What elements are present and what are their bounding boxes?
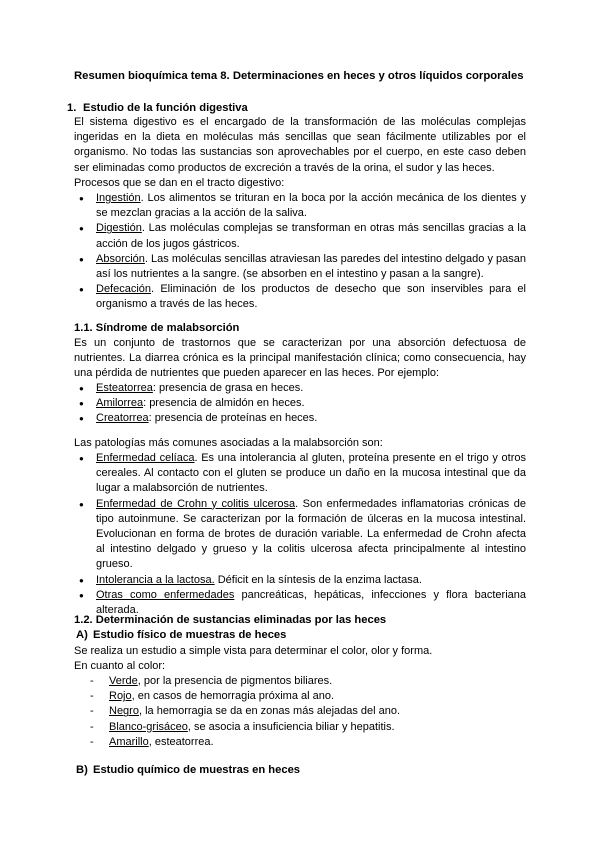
term: Defecación xyxy=(96,283,152,296)
term: Esteatorrea xyxy=(96,382,153,394)
subsection-a-title: Estudio físico de muestras de heces xyxy=(93,629,287,641)
section-1-2-heading: 1.2. Determinación de sustancias eliminadas por las heces xyxy=(74,614,387,626)
term: Amarillo xyxy=(109,735,149,748)
section-1-heading xyxy=(67,102,248,114)
section-1-intro: El sistema digestivo es el encargado de la transformación de las moléculas complejas ingeridas en la dieta en moléculas más sencillas que sean fácilmente utilizables por el organismo. No todas las sustancias son aprovechables por el cuerpo, en este caso deben ser eliminadas como productos de excreción a través de la orina, el sudor y las heces. xyxy=(74,116,526,174)
term: Creatorrea xyxy=(96,412,149,425)
list-item: ● Defecación. Eliminación de los productos de desecho que son inservibles para el organismo a través de las heces. xyxy=(74,282,526,312)
list-item: - Negro, la hemorragia se da en zonas más alejadas del ano. xyxy=(88,704,508,719)
term: Verde xyxy=(109,675,138,687)
section-1-1-intro: Es un conjunto de trastornos que se caracterizan por una absorción defectuosa de nutrientes. La diarrea crónica es la principal manifestación clínica; como consecuencia, hay una pérdida de nutrientes que pueden aparecer en las heces. Por ejemplo: xyxy=(74,337,526,380)
term: Enfermedad de Crohn y colitis ulcerosa xyxy=(96,497,296,510)
physical-study-text: Se realiza un estudio a simple vista para determinar el color, olor y forma. xyxy=(74,645,433,657)
term: Otras como enfermedades xyxy=(96,588,235,601)
subsection-a-label: A) xyxy=(76,629,88,641)
term: Negro xyxy=(109,705,139,718)
term: Absorción xyxy=(96,252,145,265)
list-item: ● Absorción. Las moléculas sencillas atraviesan las paredes del intestino delgado y pasan así los nutrientes a la sangre. (se absorben en el intestino y pasan a la sangre). xyxy=(74,252,526,282)
stool-colors-list xyxy=(88,674,508,750)
pathologies-list xyxy=(74,451,526,618)
list-item: - Amarillo, esteatorrea. xyxy=(88,735,508,750)
list-item: ● Ingestión. Los alimentos se trituran en la boca por la acción mecánica de los dientes y se mezclan gracias a la acción de la saliva. xyxy=(74,191,526,221)
list-item: ● Creatorrea: presencia de proteínas en heces. xyxy=(74,411,526,426)
term: Amilorrea xyxy=(96,397,144,410)
list-item: ● Digestión. Las moléculas complejas se transforman en otras más sencillas gracias a la acción de los jugos gástricos. xyxy=(74,221,526,251)
document-title: Resumen bioquímica tema 8. Determinaciones en heces y otros líquidos corporales xyxy=(74,70,524,82)
section-1-number: 1. xyxy=(67,102,77,114)
subsection-b-heading xyxy=(76,764,300,776)
processes-list xyxy=(74,191,526,313)
section-1-1-heading: 1.1. Síndrome de malabsorción xyxy=(74,322,240,334)
term: Rojo xyxy=(109,690,132,703)
list-item: - Rojo, en casos de hemorragia próxima al ano. xyxy=(88,689,508,704)
color-label: En cuanto al color: xyxy=(74,660,166,672)
list-item: ● Esteatorrea: presencia de grasa en heces. xyxy=(74,381,526,396)
list-item: ● Otras como enfermedades pancreáticas, hepáticas, infecciones y flora bacteriana alterada. xyxy=(74,588,526,618)
subsection-b-label: B) xyxy=(76,764,88,776)
malabsorption-examples-list xyxy=(74,381,526,427)
list-item: ● Enfermedad de Crohn y colitis ulcerosa. Son enfermedades inflamatorias crónicas de tipo autoinmune. Se caracterizan por la formación de úlceras en la mucosa intestinal. Evolucionan en forma de brotes de duración variable. La enfermedad de Crohn afecta al intestino delgado y grueso y la colitis ulcerosa afecta principalmente al intestino grueso. xyxy=(74,497,526,573)
list-item: - Verde, por la presencia de pigmentos biliares. xyxy=(88,674,508,689)
term: Digestión xyxy=(96,222,142,235)
list-item: - Blanco-grisáceo, se asocia a insuficiencia biliar y hepatitis. xyxy=(88,720,508,735)
subsection-b-title: Estudio químico de muestras en heces xyxy=(93,764,301,776)
term: Ingestión xyxy=(96,192,141,204)
pathologies-label: Las patologías más comunes asociadas a la malabsorción son: xyxy=(74,437,383,449)
section-1-title: Estudio de la función digestiva xyxy=(83,102,248,114)
term: Enfermedad celíaca xyxy=(96,452,195,464)
term: Blanco-grisáceo xyxy=(109,720,188,733)
list-item: ● Amilorrea: presencia de almidón en heces. xyxy=(74,396,526,411)
term: Intolerancia a la lactosa. xyxy=(96,573,215,586)
processes-label: Procesos que se dan en el tracto digestivo: xyxy=(74,177,285,189)
subsection-a-heading xyxy=(76,629,286,641)
list-item: ● Enfermedad celíaca. Es una intolerancia al gluten, proteína presente en el trigo y otros cereales. Al contacto con el gluten se produce un daño en la mucosa intestinal que da lugar a malabsorción de nutrientes. xyxy=(74,451,526,497)
list-item: ● Intolerancia a la lactosa. Déficit en la síntesis de la enzima lactasa. xyxy=(74,573,526,588)
